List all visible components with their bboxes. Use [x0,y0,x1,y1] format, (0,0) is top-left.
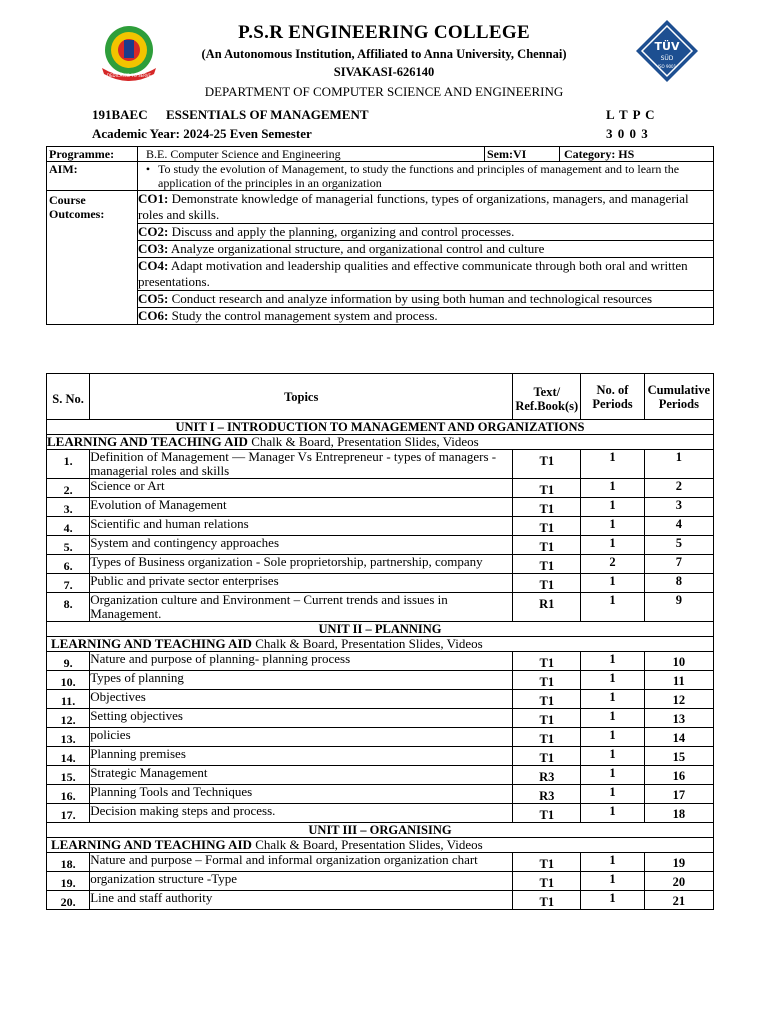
table-row [47,872,714,891]
row-periods: 1 [581,804,644,823]
outcome-co2: CO2: Discuss and apply the planning, organizing and control processes. [138,224,714,241]
row-cumulative: 9 [644,593,713,622]
row-sno: 20. [47,891,90,910]
row-sno: 16. [47,785,90,804]
teaching-aid-row [47,637,714,652]
row-sno: 10. [47,671,90,690]
programme-value: B.E. Computer Science and Engineering [138,147,485,162]
topics-table [46,373,714,910]
row-topic: Organization culture and Environment – Current trends and issues in Management. [90,593,513,622]
row-sno: 5. [47,536,90,555]
row-cumulative: 11 [644,671,713,690]
row-cumulative: 13 [644,709,713,728]
course-title: ESSENTIALS OF MANAGEMENT [166,107,369,122]
row-sno: 18. [47,853,90,872]
table-row [47,652,714,671]
unit-title: UNIT I – INTRODUCTION TO MANAGEMENT AND ORGANIZATIONS [47,420,714,435]
row-topic: Planning Tools and Techniques [90,785,513,804]
unit-title: UNIT III – ORGANISING [47,823,714,838]
header-periods: No. of Periods [581,374,644,420]
college-affiliation: (An Autonomous Institution, Affiliated to Anna University, Chennai) [201,47,567,61]
table-row [47,555,714,574]
unit-title: UNIT II – PLANNING [47,622,714,637]
outcome-row [47,224,714,241]
row-cumulative: 10 [644,652,713,671]
teaching-aid-label: LEARNING AND TEACHING AID [47,434,248,449]
row-periods: 1 [581,747,644,766]
course-info-table [46,146,714,325]
outcome-row [47,308,714,325]
aim-cell [138,162,714,191]
row-cumulative: 19 [644,853,713,872]
teaching-aid-label: LEARNING AND TEACHING AID [51,636,252,651]
table-row [47,747,714,766]
row-ref: T1 [513,853,581,872]
row-sno: 15. [47,766,90,785]
row-ref: T1 [513,479,581,498]
outcome-co1: CO1: Demonstrate knowledge of managerial functions, types of organizations, managers, and managerial roles and skills. [138,191,714,224]
svg-text:SÜD: SÜD [660,55,674,62]
table-row [47,891,714,910]
table-row [47,728,714,747]
row-cumulative: 1 [644,450,713,479]
table-row [47,766,714,785]
outcome-row [47,241,714,258]
row-ref: T1 [513,450,581,479]
row-sno: 1. [47,450,90,479]
row-sno: 14. [47,747,90,766]
row-ref: T1 [513,671,581,690]
row-sno: 9. [47,652,90,671]
row-periods: 2 [581,555,644,574]
table-row [47,690,714,709]
row-topic: Planning premises [90,747,513,766]
table-row [47,517,714,536]
table-row [47,498,714,517]
row-periods: 1 [581,690,644,709]
row-periods: 1 [581,450,644,479]
teaching-aid-text: Chalk & Board, Presentation Slides, Videos [251,434,479,449]
row-cumulative: 14 [644,728,713,747]
category: Category: HS [560,147,714,162]
row-cumulative: 5 [644,536,713,555]
row-topic: policies [90,728,513,747]
table-row [47,450,714,479]
unit-title-row [47,420,714,435]
department-name: DEPARTMENT OF COMPUTER SCIENCE AND ENGINEERING [204,84,564,99]
row-ref: T1 [513,652,581,671]
row-ref: T1 [513,891,581,910]
row-sno: 7. [47,574,90,593]
row-topic: System and contingency approaches [90,536,513,555]
row-sno: 11. [47,690,90,709]
row-ref: R3 [513,785,581,804]
row-sno: 2. [47,479,90,498]
row-topic: Setting objectives [90,709,513,728]
table-row [47,804,714,823]
row-topic: organization structure -Type [90,872,513,891]
programme-label: Programme: [47,147,138,162]
row-topic: Definition of Management — Manager Vs Entrepreneur - types of managers -managerial roles and skills [90,450,513,479]
teaching-aid-label: LEARNING AND TEACHING AID [51,837,252,852]
row-cumulative: 7 [644,555,713,574]
table-row [47,574,714,593]
row-topic: Nature and purpose of planning- planning process [90,652,513,671]
row-ref: T1 [513,747,581,766]
row-ref: T1 [513,536,581,555]
row-topic: Nature and purpose – Formal and informal organization organization chart [90,853,513,872]
college-city: SIVAKASI-626140 [333,65,435,79]
row-cumulative: 20 [644,872,713,891]
row-ref: T1 [513,872,581,891]
row-cumulative: 21 [644,891,713,910]
row-ref: T1 [513,690,581,709]
row-cumulative: 15 [644,747,713,766]
row-sno: 17. [47,804,90,823]
row-cumulative: 8 [644,574,713,593]
outcome-row [47,258,714,291]
unit-title-row [47,622,714,637]
header-topics: Topics [90,374,513,420]
row-cumulative: 12 [644,690,713,709]
row-ref: R3 [513,766,581,785]
row-topic: Strategic Management [90,766,513,785]
table-row [47,853,714,872]
row-sno: 3. [47,498,90,517]
row-cumulative: 16 [644,766,713,785]
outcome-co3: CO3: Analyze organizational structure, and organizational control and culture [138,241,714,258]
row-ref: T1 [513,728,581,747]
header-sno: S. No. [47,374,90,420]
college-name: P.S.R ENGINEERING COLLEGE [238,22,530,43]
row-ref: T1 [513,709,581,728]
row-sno: 12. [47,709,90,728]
row-periods: 1 [581,728,644,747]
outcome-co6: CO6: Study the control management system and process. [138,308,714,325]
row-sno: 13. [47,728,90,747]
row-topic: Objectives [90,690,513,709]
row-periods: 1 [581,593,644,622]
row-topic: Decision making steps and process. [90,804,513,823]
row-topic: Types of planning [90,671,513,690]
ltpc-label: L T P C [606,107,656,122]
row-periods: 1 [581,498,644,517]
row-periods: 1 [581,671,644,690]
row-ref: T1 [513,498,581,517]
table-row [47,593,714,622]
row-periods: 1 [581,536,644,555]
teaching-aid [47,435,714,450]
teaching-aid [47,838,714,853]
outcome-co5: CO5: Conduct research and analyze information by using both human and technological resources [138,291,714,308]
teaching-aid-row [47,435,714,450]
table-header-row [47,374,714,420]
row-ref: T1 [513,555,581,574]
teaching-aid-text: Chalk & Board, Presentation Slides, Videos [255,837,483,852]
row-periods: 1 [581,891,644,910]
row-topic: Types of Business organization - Sole proprietorship, partnership, company [90,555,513,574]
course-code: 191BAEC [92,107,148,122]
bullet-icon: • [145,162,151,176]
table-row [47,536,714,555]
outcomes-label: Course Outcomes: [47,191,138,325]
table-row [47,671,714,690]
teaching-aid-row [47,838,714,853]
row-topic: Public and private sector enterprises [90,574,513,593]
row-ref: R1 [513,593,581,622]
svg-text:TÜV: TÜV [654,40,680,53]
row-periods: 1 [581,766,644,785]
ltpc-values: 3 0 0 3 [606,126,649,141]
row-topic: Science or Art [90,479,513,498]
svg-text:ISO 9001: ISO 9001 [657,64,677,69]
row-cumulative: 18 [644,804,713,823]
header-ref: Text/ Ref.Book(s) [513,374,581,420]
row-cumulative: 4 [644,517,713,536]
row-periods: 1 [581,652,644,671]
aim-text: To study the evolution of Management, to study the functions and principles of management and to learn the application of the principles in an organization [158,162,680,190]
row-cumulative: 17 [644,785,713,804]
row-topic: Evolution of Management [90,498,513,517]
row-sno: 4. [47,517,90,536]
table-row [47,479,714,498]
teaching-aid [47,637,714,652]
row-cumulative: 2 [644,479,713,498]
row-sno: 6. [47,555,90,574]
row-periods: 1 [581,853,644,872]
row-cumulative: 3 [644,498,713,517]
logo-motto: DEDICATED TO SERVE [106,73,152,78]
row-ref: T1 [513,804,581,823]
row-ref: T1 [513,517,581,536]
row-periods: 1 [581,517,644,536]
row-periods: 1 [581,785,644,804]
row-sno: 19. [47,872,90,891]
table-row [47,785,714,804]
topics-body [47,420,714,910]
programme-row [47,147,714,162]
row-periods: 1 [581,709,644,728]
header-cumulative: Cumulative Periods [644,374,713,420]
aim-label: AIM: [47,162,138,191]
semester: Sem:VI [485,147,560,162]
row-ref: T1 [513,574,581,593]
outcome-co4: CO4: Adapt motivation and leadership qualities and effective communicate through both oral and written presentations. [138,258,714,291]
aim-row [47,162,714,191]
unit-title-row [47,823,714,838]
academic-year: Academic Year: 2024-25 Even Semester [92,126,312,141]
row-periods: 1 [581,872,644,891]
row-topic: Scientific and human relations [90,517,513,536]
row-periods: 1 [581,574,644,593]
outcome-row [47,291,714,308]
outcome-row [47,191,714,224]
row-periods: 1 [581,479,644,498]
row-sno: 8. [47,593,90,622]
row-topic: Line and staff authority [90,891,513,910]
table-row [47,709,714,728]
teaching-aid-text: Chalk & Board, Presentation Slides, Videos [255,636,483,651]
